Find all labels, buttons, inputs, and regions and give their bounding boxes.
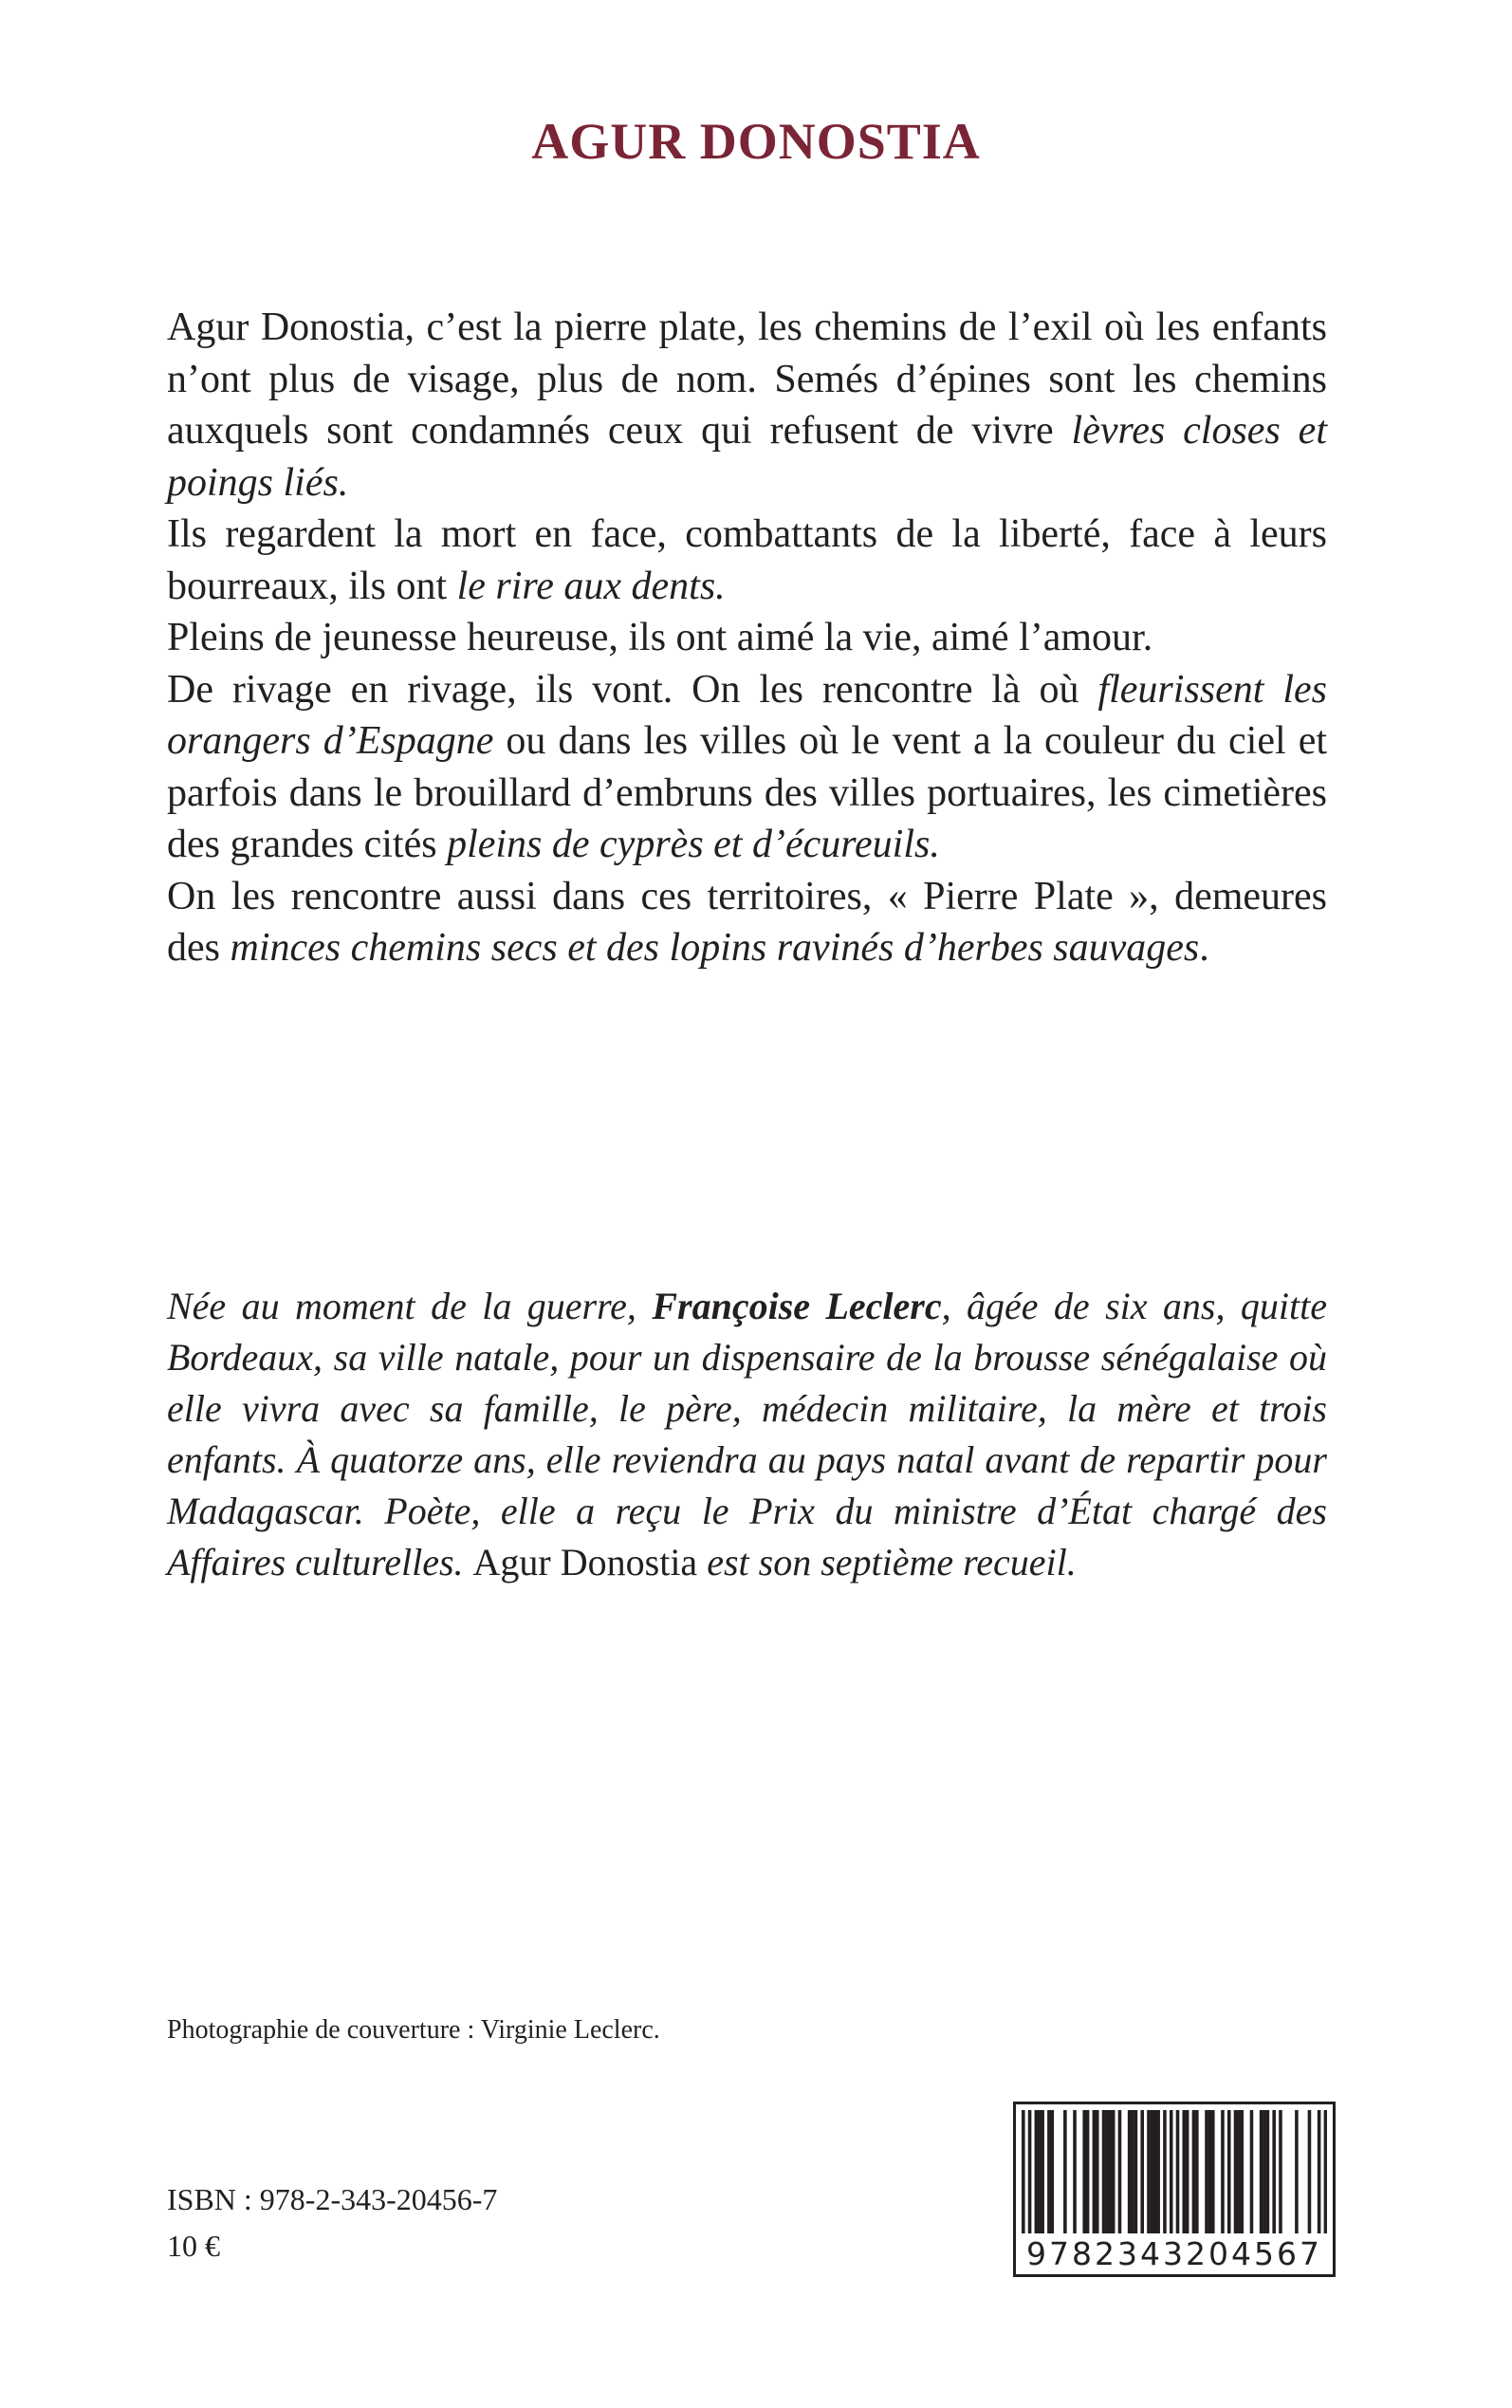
synopsis-paragraph: [167, 302, 1327, 509]
price: 10 €: [167, 2229, 220, 2263]
barcode-bar: [1035, 2110, 1039, 2233]
barcode-bar: [1266, 2110, 1270, 2233]
barcode-digits: 9782343204567: [1026, 2235, 1322, 2272]
barcode-bar: [1086, 2110, 1090, 2233]
barcode-bar: [1047, 2110, 1051, 2233]
barcode-bar: [1192, 2110, 1196, 2233]
barcode-bar: [1170, 2110, 1173, 2233]
barcode-bar: [1051, 2110, 1055, 2233]
barcode-bar: [1263, 2110, 1266, 2233]
barcode-bar: [1041, 2110, 1044, 2233]
barcode-bar: [1186, 2110, 1189, 2233]
author-name: Françoise Leclerc: [652, 1285, 942, 1327]
barcode-bar: [1205, 2110, 1208, 2233]
synopsis-paragraph: [167, 509, 1327, 612]
synopsis-text: ou dans les villes où le vent a la couleur du ciel et parfois dans le brouillard d’embruns des villes portuaires, les cimetières des grandes cités: [167, 719, 1328, 866]
synopsis-text: Pleins de jeunesse heureuse, ils ont aimé la vie, aimé l’amour.: [167, 616, 1153, 659]
synopsis-quote: lèvres closes et poings liés.: [167, 409, 1327, 505]
barcode-bar: [1128, 2110, 1132, 2233]
barcode-bar: [1237, 2110, 1241, 2233]
barcode-bar: [1134, 2110, 1138, 2233]
barcode-bar: [1308, 2110, 1312, 2233]
barcode-bar: [1208, 2110, 1212, 2233]
barcode-bar: [1221, 2110, 1225, 2233]
barcode-bar: [1156, 2110, 1160, 2233]
barcode-bar: [1324, 2110, 1327, 2233]
barcode-bar: [1073, 2110, 1077, 2233]
barcode-bar: [1227, 2110, 1231, 2233]
barcode-bar: [1118, 2110, 1122, 2233]
bio-text: , âgée de six ans, quitte Bordeaux, sa ville natale, pour un dispensaire de la brousse sénégalaise où elle vivra avec sa famille, le père, médecin militaire, la mère et trois enfants. À quatorze ans, elle reviendra au pays natal avant de repartir pour Madagascar. Poète, elle a reçu le Prix du ministre d’État chargé des Affaires culturelles.: [167, 1285, 1328, 1584]
book-title: AGUR DONOSTIA: [531, 113, 981, 170]
barcode-bar: [1063, 2110, 1067, 2233]
barcode-bars: [1022, 2110, 1327, 2233]
barcode-bar: [1096, 2110, 1099, 2233]
barcode-bar: [1028, 2110, 1032, 2233]
barcode-bar: [1082, 2110, 1086, 2233]
synopsis-text: On les rencontre aussi dans ces territoires, « Pierre Plate », demeures des: [167, 874, 1327, 970]
synopsis-quote: fleurissent les orangers d’Espagne: [167, 667, 1327, 763]
synopsis-text: Ils regardent la mort en face, combattants de la liberté, face à leurs bourreaux, ils ont: [167, 512, 1327, 608]
barcode-bar: [1109, 2110, 1113, 2233]
synopsis-text: .: [1199, 926, 1209, 970]
barcode-bar: [1260, 2110, 1263, 2233]
barcode-bar: [1151, 2110, 1154, 2233]
synopsis: [167, 302, 1327, 974]
barcode-bar: [1147, 2110, 1151, 2233]
synopsis-paragraph: [167, 612, 1327, 664]
synopsis-text: Agur Donostia, c’est la pierre plate, les chemins de l’exil où les enfants n’ont plus de visage, plus de nom. Semés d’épines sont les chemins auxquels sont condamnés ceux qui refusent de vivre: [167, 306, 1327, 453]
synopsis-paragraph: [167, 871, 1327, 974]
barcode: [1013, 2102, 1336, 2277]
barcode-bar: [1234, 2110, 1238, 2233]
barcode-bar: [1240, 2110, 1244, 2233]
barcode-bar: [1131, 2110, 1134, 2233]
author-bio: [167, 1281, 1327, 1588]
book-name: Agur Donostia: [472, 1541, 698, 1584]
synopsis-text: De rivage en rivage, ils vont. On les rencontre là où: [167, 667, 1098, 712]
barcode-bar: [1176, 2110, 1180, 2233]
barcode-bar: [1038, 2110, 1042, 2233]
barcode-bar: [1250, 2110, 1254, 2233]
barcode-bar: [1272, 2110, 1276, 2233]
barcode-bar: [1093, 2110, 1097, 2233]
synopsis-quote: le rire aux dents.: [456, 564, 726, 608]
bio-text: est son septième recueil.: [697, 1541, 1077, 1584]
barcode-bar: [1105, 2110, 1109, 2233]
synopsis-quote: pleins de cyprès et d’écureuils.: [447, 823, 940, 866]
isbn: ISBN : 978-2-343-20456-7: [167, 2182, 498, 2216]
barcode-bar: [1211, 2110, 1215, 2233]
barcode-bar: [1318, 2110, 1321, 2233]
bio-text: Née au moment de la guerre,: [167, 1285, 653, 1327]
barcode-bar: [1112, 2110, 1116, 2233]
barcode-bar: [1295, 2110, 1299, 2233]
barcode-bar: [1153, 2110, 1157, 2233]
barcode-bar: [1102, 2110, 1106, 2233]
barcode-bar: [1195, 2110, 1199, 2233]
photo-credit: Photographie de couverture : Virginie Leclerc.: [167, 2015, 660, 2045]
synopsis-quote: minces chemins secs et des lopins ravinés d’herbes sauvages: [230, 926, 1200, 970]
barcode-bar: [1022, 2110, 1025, 2233]
barcode-bar: [1182, 2110, 1186, 2233]
barcode-bar: [1279, 2110, 1282, 2233]
synopsis-paragraph: [167, 664, 1327, 871]
barcode-bar: [1140, 2110, 1144, 2233]
barcode-bar: [1163, 2110, 1167, 2233]
